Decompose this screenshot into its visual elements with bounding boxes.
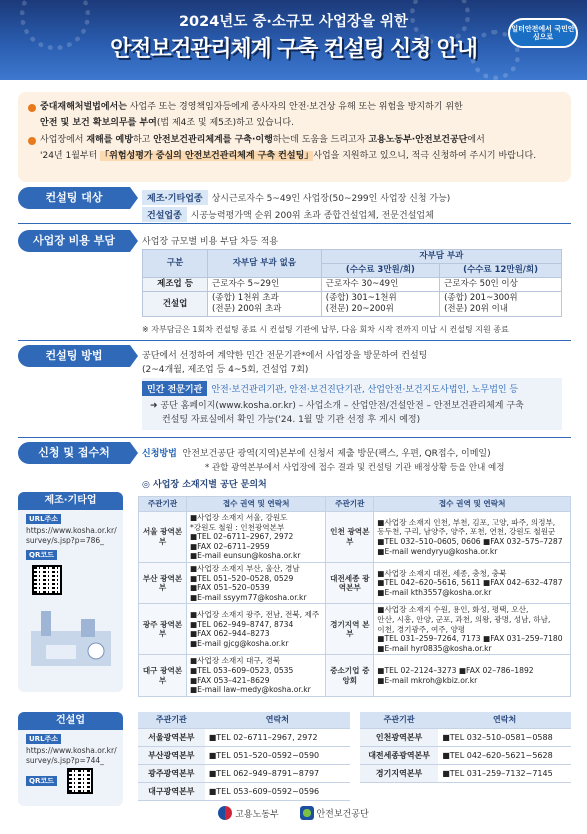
- qr-code-icon[interactable]: [67, 768, 93, 794]
- method-institution-box: [142, 378, 562, 430]
- method-line-2: (2~4개월, 제조업 등 4~5회, 건설업 7회): [142, 365, 309, 375]
- office-contact-line: ■TEL 062–949–8747, 8734: [190, 619, 294, 629]
- intro-emphasis: 고용노동부·안전보건공단: [368, 135, 468, 145]
- method-line-4: 컨설팅 자료실에서 확인 가능('24. 1월 말 기관 선정 후 게시 예정): [162, 415, 421, 425]
- contact-office: 광주광역본부: [138, 764, 205, 782]
- office-contact: [187, 512, 326, 563]
- method-institution-row: [142, 378, 562, 399]
- table-row: [143, 278, 562, 292]
- office-contact-line: ■E-mail eunsun@kosha.or.kr: [190, 551, 301, 561]
- office-contact-line: ■TEL 02–2124–3273 ■FAX 02–786–1892: [377, 665, 534, 675]
- office-header: 접수 권역 및 연락처: [187, 497, 326, 512]
- contact-row: [138, 728, 350, 746]
- office-contact: [187, 655, 326, 696]
- intro-text: 사업장에서: [40, 135, 87, 145]
- table-cell: [208, 292, 322, 317]
- intro-emphasis: 안전 및 보건 확보의무를 부여: [40, 117, 157, 128]
- cell-line: (종합) 301~1천위: [325, 293, 397, 303]
- contact-header: 연락처: [438, 712, 571, 728]
- contact-header: 주관기관: [360, 712, 438, 728]
- divider: [18, 223, 571, 224]
- apply-subheading-text: 사업장 소재지별 공단 문의처: [153, 480, 267, 490]
- cost-header: 자부담 부과 없음: [208, 250, 322, 278]
- method-line-1: 공단에서 선정하여 계약한 민간 전문기관*에서 사업장을 방문하여 컨설팅: [142, 351, 428, 361]
- office-contact-line: ■사업장 소재지 서울, 강원도: [190, 513, 288, 522]
- contact-row: [138, 746, 350, 764]
- office-name: 광주 광역본부: [139, 604, 187, 655]
- cell-line: (전문) 20~200위: [325, 304, 394, 314]
- table-row: [143, 292, 562, 317]
- section-label-apply: 신청 및 접수처: [18, 442, 130, 464]
- table-cell: [440, 292, 562, 317]
- intro-text: 에서: [467, 135, 485, 145]
- office-contact-line: ■FAX 053–421–8629: [190, 675, 270, 685]
- contact-office: 대전세종광역본부: [360, 746, 438, 764]
- target-row-construction: [142, 207, 434, 222]
- office-contact-line: ■E-mail ssyym77@kosha.or.kr: [190, 592, 307, 602]
- cost-header: 자부담 부과: [321, 250, 561, 264]
- side-panel-title: 제조·기타업: [18, 492, 123, 510]
- office-row: [139, 655, 571, 696]
- office-contact-line: ■사업장 소재지 대구, 경북: [190, 656, 281, 666]
- cost-intro: 사업장 규모별 비용 부담 차등 적용: [142, 237, 279, 247]
- office-header: 접수 권역 및 연락처: [374, 497, 571, 512]
- side-panel-manufacturing: [18, 492, 123, 692]
- table-cell: [321, 292, 439, 317]
- moel-logo-icon: [218, 806, 232, 820]
- cost-header: (수수료 12만원/회): [440, 264, 562, 278]
- office-contact-line: ■사업장 소재지 수원, 용인, 화성, 평택, 오산,: [377, 605, 529, 615]
- office-contact: [374, 655, 571, 696]
- intro-text: '24년 1월부터: [40, 150, 101, 161]
- office-contact-line: ■사업장 소재지 부산, 울산, 경남: [190, 563, 300, 573]
- intro-text: 사업주 또는 경영책임자등에게 종사자의 안전·보건상 유해 또는 위험을 방지하기 위한: [126, 102, 463, 112]
- contact-header: 주관기관: [138, 712, 205, 728]
- qr-row: [18, 766, 123, 794]
- intro-highlight: 「위험성평가 중심의 안전보건관리체계 구축 컨설팅」: [100, 150, 314, 161]
- factory-illustration-icon: [26, 601, 116, 671]
- office-contact: [374, 562, 571, 603]
- office-header: 주관기관: [326, 497, 374, 512]
- contact-office: 부산광역본부: [138, 746, 205, 764]
- cell-line: (종합) 1천위 초과: [212, 293, 279, 303]
- apply-method: [142, 446, 491, 459]
- apply-method-tag: 신청방법: [142, 449, 177, 459]
- office-contact-line: ■FAX 062–944–8273: [190, 629, 270, 639]
- divider: [18, 340, 571, 341]
- cost-header: (수수료 3만원/회): [321, 264, 439, 278]
- bullet-icon: [28, 104, 36, 112]
- cell-line: (전문) 20위 이내: [444, 304, 509, 314]
- institution-text: 안전·보건관리기관, 안전·보건진단기관, 산업안전·보건지도사법인, 노무법인 등: [211, 385, 519, 395]
- slogan-badge: 일터안전에서 국민안심으로: [508, 18, 578, 48]
- contact-phone: ■TEL 051–520–0592~0590: [205, 746, 350, 764]
- table-cell: 근로자수 30~49인: [321, 278, 439, 292]
- cell-line: (종합) 201~300위: [444, 293, 518, 303]
- cost-table: [142, 249, 562, 317]
- table-cell: 근로자수 5~29인: [208, 278, 322, 292]
- section-label-target: 컨설팅 대상: [18, 187, 130, 209]
- footer: [0, 806, 587, 834]
- office-contact-line: ■TEL 051–520–0528, 0529: [190, 573, 294, 583]
- office-name: 대구 광역본부: [139, 655, 187, 696]
- office-row: [139, 562, 571, 603]
- contact-row: [138, 782, 350, 800]
- contact-phone: ■TEL 053–609–0592~0596: [205, 782, 350, 800]
- office-contact-line: ■TEL 031–259–7264, 7173 ■FAX 031–259–7180: [377, 634, 563, 644]
- target-tag: 제조·기타업종: [142, 190, 208, 205]
- intro-paragraph-2: [28, 133, 561, 164]
- table-cell: 건설업: [143, 292, 208, 317]
- intro-emphasis: 중대재해처벌법에서는: [40, 102, 127, 112]
- contact-row: [138, 764, 350, 782]
- url-label: URL주소: [26, 734, 61, 744]
- table-cell: 제조업 등: [143, 278, 208, 292]
- office-table: [138, 496, 571, 697]
- header-subtitle: 2024년도 중·소규모 사업장을 위한: [178, 14, 409, 30]
- section-label-cost: 사업장 비용 부담: [18, 230, 130, 252]
- kosha-logo-text: 안전보건공단: [316, 809, 369, 820]
- office-contact-line: ■FAX 02–6711–2959: [190, 541, 270, 551]
- office-row: [139, 604, 571, 655]
- contact-header: 연락처: [205, 712, 350, 728]
- apply-subheading: ◎ 사업장 소재지별 공단 문의처: [142, 480, 267, 490]
- bullet-icon: [28, 137, 36, 145]
- office-contact-line: 이천, 경기광주, 여주, 양평: [377, 624, 466, 634]
- table-cell: 근로자수 50인 이상: [440, 278, 562, 292]
- survey-link[interactable]: https://www.kosha.or.kr/ survey/s.jsp?p=786_: [26, 526, 117, 545]
- header-banner: [0, 0, 587, 80]
- office-contact-line: ■TEL 053–609–0523, 0535: [190, 665, 294, 675]
- qr-code-icon[interactable]: [32, 565, 62, 595]
- intro-text: (법 제4조 및 제5조)하고 있습니다.: [156, 117, 294, 128]
- office-contact-line: ■E-mail law–medy@kosha.or.kr: [190, 685, 311, 695]
- office-contact-line: ■TEL 042–620–5616, 5611 ■FAX 042–632–4787: [377, 578, 563, 588]
- moel-logo-text: 고용노동부: [235, 809, 279, 820]
- office-contact-line: ■TEL 032–510–0605, 0606 ■FAX 032–575–7287: [377, 536, 563, 546]
- contact-office: 인천광역본부: [360, 728, 438, 746]
- contact-row: [360, 746, 571, 764]
- office-contact-line: *강원도 철원 : 인천광역본부: [190, 522, 285, 532]
- office-contact: [187, 604, 326, 655]
- office-name: 서울 광역본부: [139, 512, 187, 563]
- url-label: URL주소: [26, 514, 61, 524]
- apply-note: * 관할 광역본부에서 사업장에 접수 결과 및 컨설팅 기관 배정상황 등을 안내 예정: [205, 463, 505, 473]
- contact-row: [360, 764, 571, 782]
- cell-line: (전문) 200위 초과: [212, 304, 282, 314]
- intro-paragraph-1: [28, 100, 561, 131]
- cost-note: ※ 자부담금은 1회차 컨설팅 종료 시 컨설팅 기관에 납부, 다음 회차 시작 전까지 미납 시 컨설팅 지원 종료: [142, 325, 509, 334]
- kosha-logo-icon: [300, 806, 314, 820]
- intro-text: 하는데 도움을 드리고자: [272, 135, 369, 145]
- qr-label: QR코드: [26, 550, 57, 560]
- office-header: 주관기관: [139, 497, 187, 512]
- office-contact: [187, 562, 326, 603]
- target-row-manufacturing: [142, 190, 450, 205]
- office-contact-line: 동두천, 구리, 남양주, 양주, 포천, 연천, 강원도 철원군: [377, 527, 556, 537]
- office-contact-line: ■E-mail hyr0835@kosha.or.kr: [377, 643, 492, 653]
- intro-box: [18, 92, 571, 182]
- contact-phone: ■TEL 042–620–5621~5628: [438, 746, 571, 764]
- office-contact-line: ■E-mail mkroh@kbiz.or.kr: [377, 675, 478, 685]
- target-text: 시공능력평가액 순위 200위 초과 종합건설업체, 전문건설업체: [190, 211, 434, 221]
- office-name: 경기지역 본부: [326, 604, 374, 655]
- institution-tag: 민간 전문기관: [142, 381, 207, 396]
- office-contact-line: ■E-mail wendyryu@kosha.or.kr: [377, 546, 498, 556]
- contact-phone: ■TEL 062–949–8791~8797: [205, 764, 350, 782]
- contact-table-left: [138, 712, 350, 801]
- office-contact-line: ■E-mail gjcg@kosha.or.kr: [190, 638, 289, 648]
- office-contact-line: ■사업장 소재지 인천, 부천, 김포, 고양, 파주, 의정부,: [377, 517, 556, 527]
- target-tag: 건설업종: [142, 207, 187, 222]
- contact-phone: ■TEL 032–510–0581~0588: [438, 728, 571, 746]
- page-title: 안전보건관리체계 구축 컨설팅 신청 안내: [110, 37, 477, 62]
- intro-emphasis: 재해를 예방: [86, 135, 133, 145]
- method-line-3: ➜ 공단 홈페이지(www.kosha.or.kr) – 사업소개 – 산업안전/건설안전 – 안전보건관리체계 구축: [150, 401, 524, 411]
- qr-label: QR코드: [26, 776, 57, 786]
- contact-phone: ■TEL 02–6711–2967, 2972: [205, 728, 350, 746]
- side-panel-construction: [18, 712, 123, 806]
- office-contact-line: ■TEL 02–6711–2967, 2972: [190, 532, 294, 542]
- apply-method-text: 안전보건공단 광역(지역)본부에 신청서 제출 방문(팩스, 우편, QR접수, 이메일): [182, 449, 491, 459]
- intro-emphasis: 안전보건관리체계를 구축·이행: [153, 135, 273, 145]
- office-contact: [374, 604, 571, 655]
- survey-link[interactable]: https://www.kosha.or.kr/ survey/s.jsp?p=744_: [26, 746, 117, 765]
- divider: [18, 437, 571, 438]
- contact-phone: ■TEL 031–259–7132~7145: [438, 764, 571, 782]
- intro-text: 하고: [132, 135, 154, 145]
- contact-office: 대구광역본부: [138, 782, 205, 800]
- contact-row: [360, 728, 571, 746]
- intro-text: 사업을 지원하고 있으니, 적극 신청하여 주시기 바랍니다.: [313, 150, 537, 161]
- office-contact-line: 안산, 시흥, 안양, 군포, 과천, 의왕, 광명, 성남, 하남,: [377, 614, 551, 624]
- office-name: 인천 광역본부: [326, 512, 374, 563]
- office-contact-line: ■FAX 051–520–0539: [190, 583, 270, 593]
- office-name: 부산 광역본부: [139, 562, 187, 603]
- office-contact: [374, 512, 571, 563]
- office-name: 중소기업 중앙회: [326, 655, 374, 696]
- office-contact-line: ■E-mail kth3557@kosha.or.kr: [377, 587, 492, 597]
- contact-office: 경기지역본부: [360, 764, 438, 782]
- section-label-method: 컨설팅 방법: [18, 345, 130, 367]
- contact-office: 서울광역본부: [138, 728, 205, 746]
- office-contact-line: ■사업장 소재지 대전, 세종, 충청, 충북: [377, 568, 507, 578]
- office-name: 대전세종 광역본부: [326, 562, 374, 603]
- office-row: [139, 512, 571, 563]
- office-contact-line: ■사업장 소재지 광주, 전남, 전북, 제주: [190, 610, 320, 620]
- contact-table-right: [360, 712, 571, 783]
- target-text: 상시근로자수 5~49인 사업장(50~299인 사업장 신청 가능): [211, 194, 451, 204]
- cost-header: 구분: [143, 250, 208, 278]
- side-panel-title: 건설업: [18, 712, 123, 730]
